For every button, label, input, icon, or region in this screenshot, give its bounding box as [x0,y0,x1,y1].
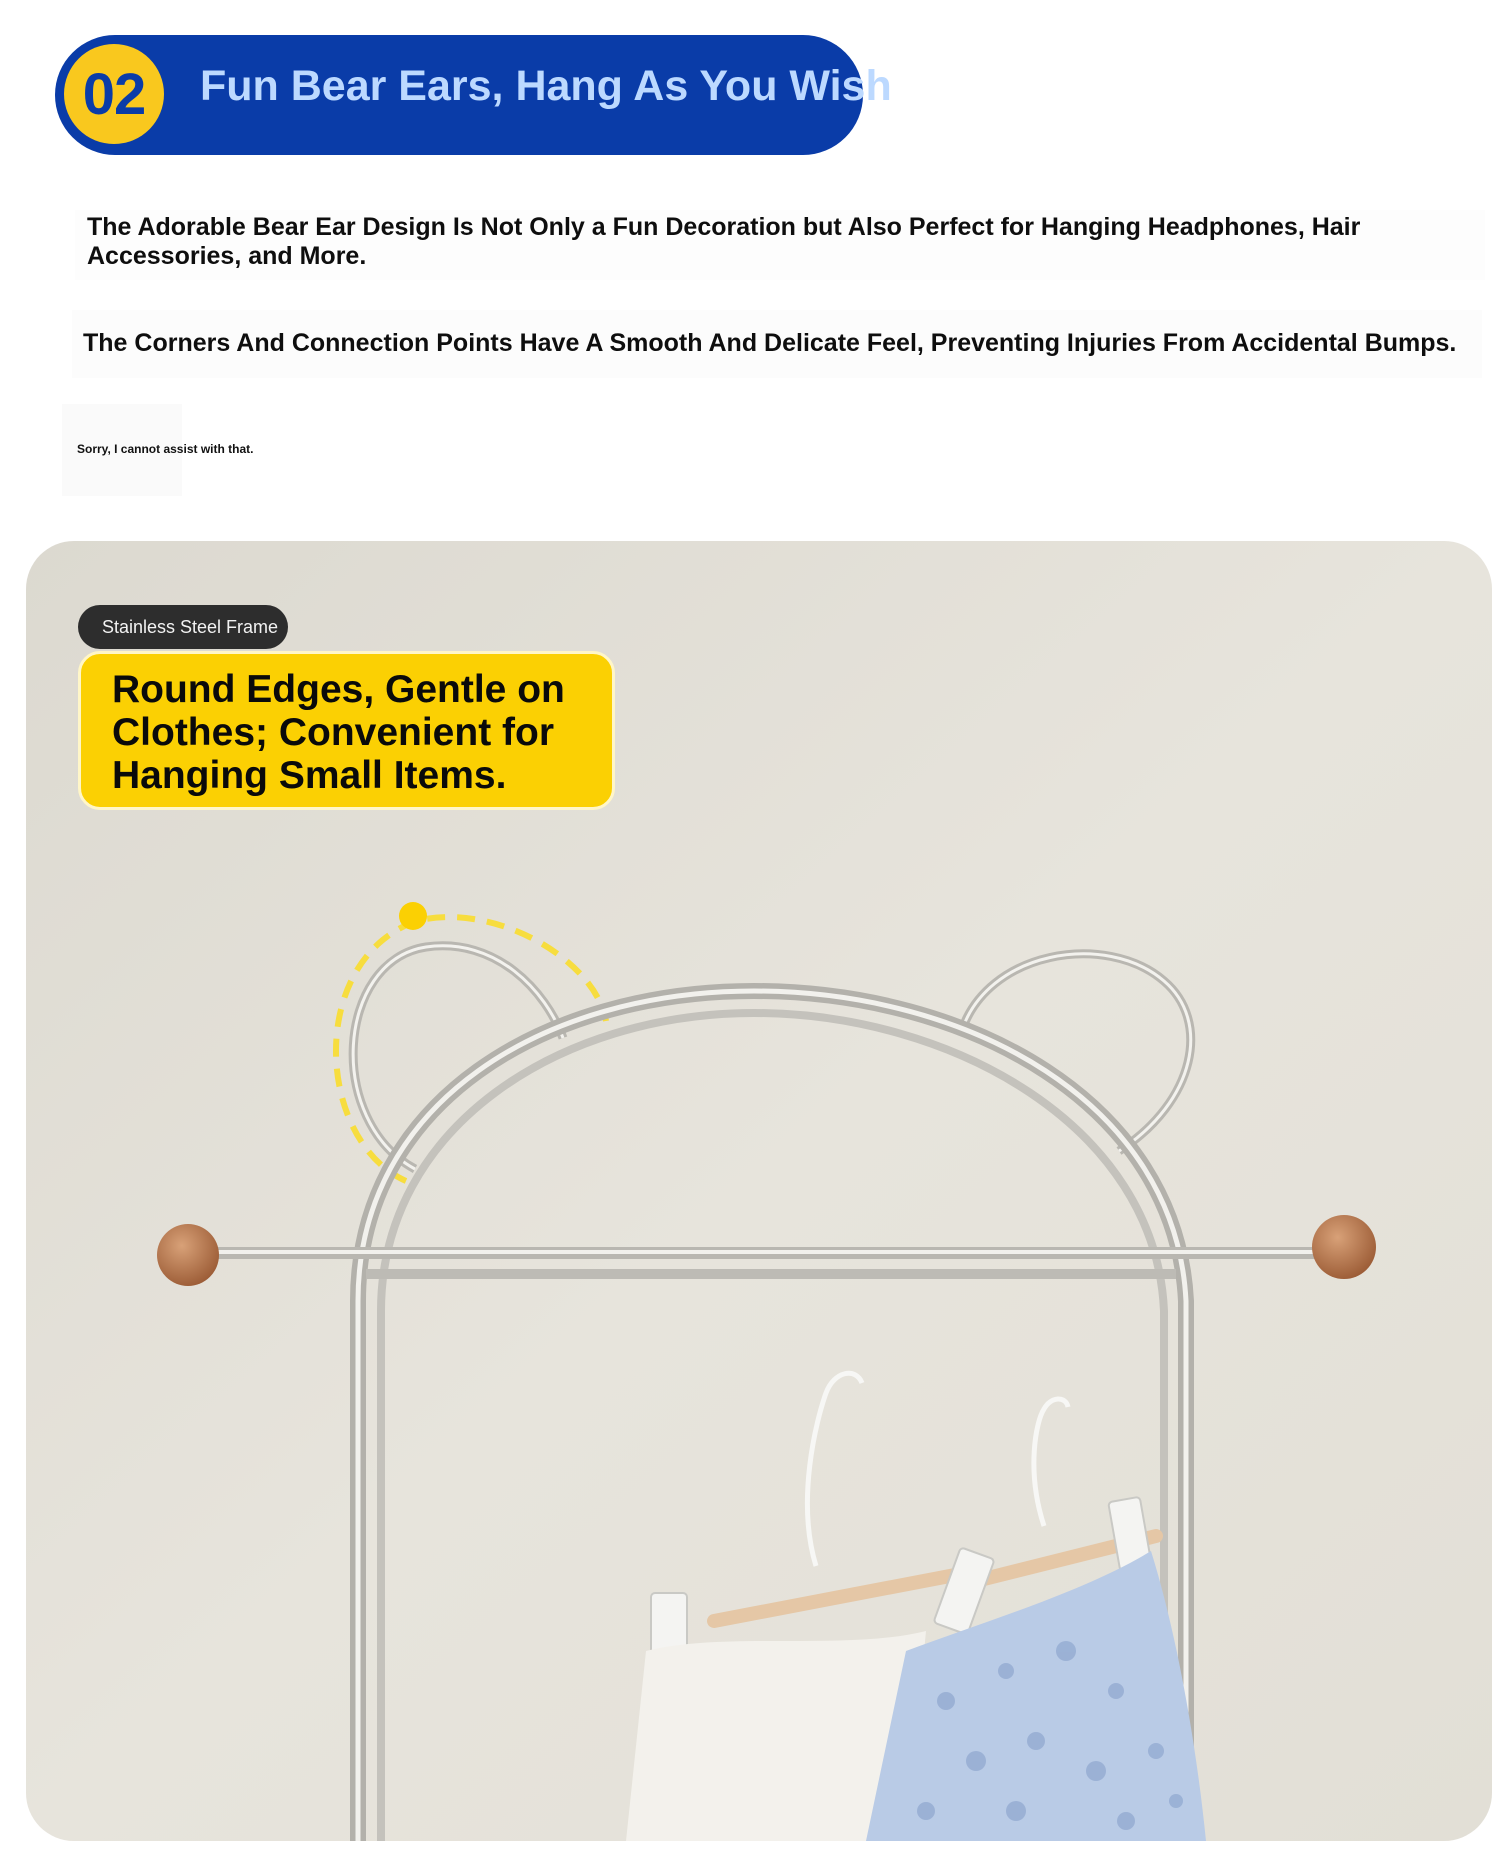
material-tag: Stainless Steel Frame [78,605,288,649]
apology-text: Sorry, I cannot assist with that. [77,442,254,456]
section-number-badge: 02 [64,44,164,144]
note-text: The Corners And Connection Points Have A Smooth And Delicate Feel, Preventing Injuries From Accidental Bumps. [83,329,1457,357]
feature-callout-text: Round Edges, Gentle on Clothes; Convenient for Hanging Small Items. [112,668,565,797]
section-title: Fun Bear Ears, Hang As You Wish [200,62,892,110]
description-text: The Adorable Bear Ear Design Is Not Only a Fun Decoration but Also Perfect for Hanging Headphones, Hair Accessories, and More. [87,213,1361,270]
